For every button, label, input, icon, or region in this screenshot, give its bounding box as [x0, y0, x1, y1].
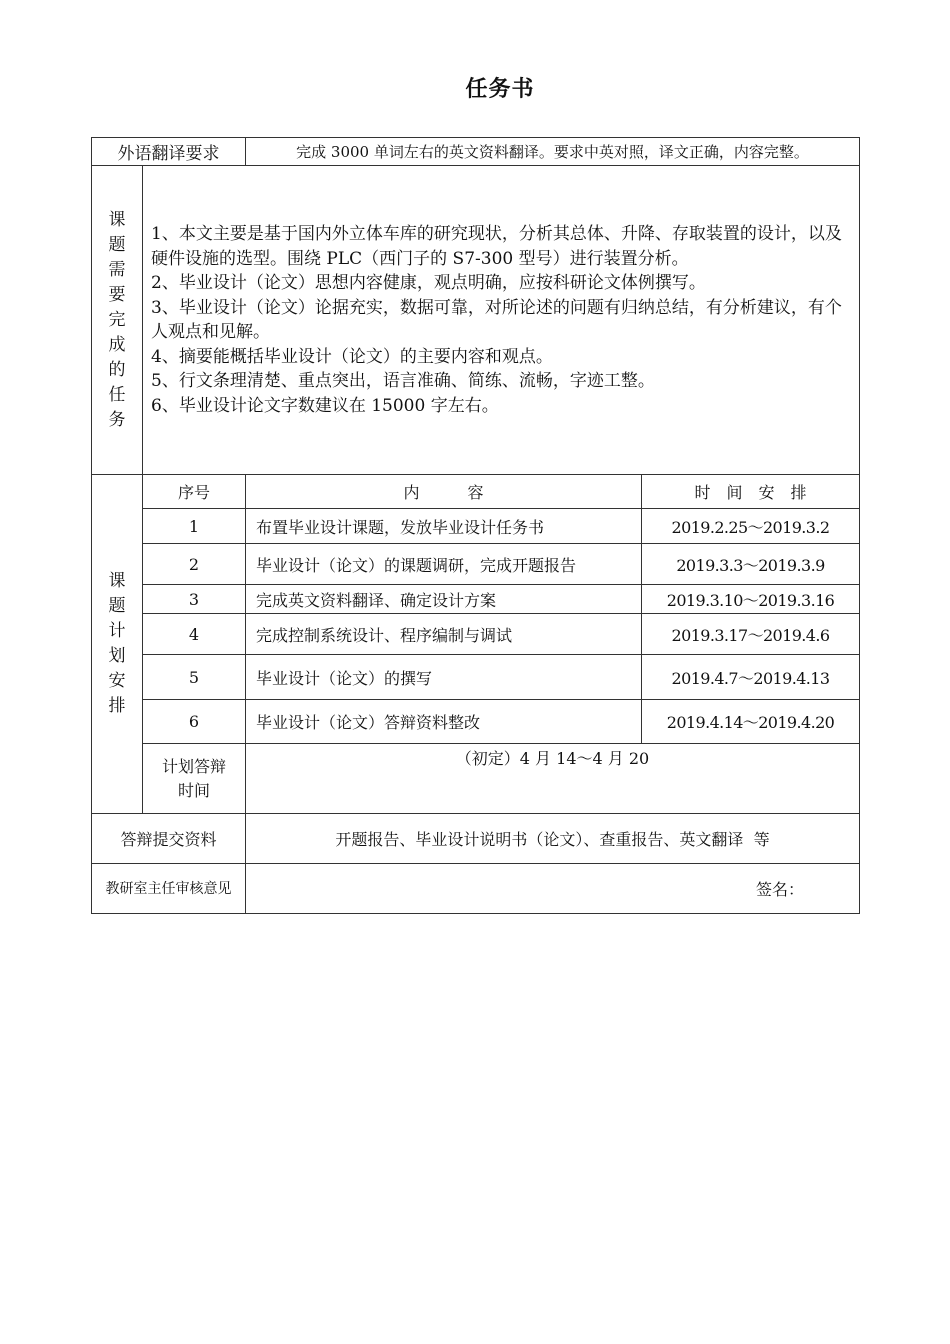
- row-no: 1: [143, 509, 246, 544]
- schedule-row: [92, 509, 860, 544]
- translation-label: 外语翻译要求: [92, 138, 246, 166]
- translation-value: 完成 3000 单词左右的英文资料翻译。要求中英对照，译文正确，内容完整。: [246, 138, 860, 166]
- defense-value: （初定）4 月 14～4 月 20: [246, 744, 860, 814]
- row-no: 3: [143, 585, 246, 614]
- schedule-row: [92, 700, 860, 744]
- translation-row: [92, 138, 860, 166]
- task-item: 3、毕业设计（论文）论据充实，数据可靠，对所论述的问题有归纳总结，有分析建议，有个人观点和见解。: [151, 297, 842, 342]
- row-no: 5: [143, 655, 246, 700]
- row-time: 2019.3.10～2019.3.16: [642, 585, 860, 614]
- header-no: 序号: [143, 475, 246, 509]
- task-item: 1、本文主要是基于国内外立体车库的研究现状，分析其总体、升降、存取装置的设计，以及硬件设施的选型。围绕 PLC（西门子的 S7-300 型号）进行装置分析。: [151, 224, 842, 269]
- row-no: 4: [143, 614, 246, 655]
- row-content: 完成控制系统设计、程序编制与调试: [246, 614, 642, 655]
- review-row: [92, 864, 860, 914]
- task-item: 6、毕业设计论文字数建议在 15000 字左右。: [151, 395, 499, 416]
- row-content: 布置毕业设计课题，发放毕业设计任务书: [246, 509, 642, 544]
- row-content: 毕业设计（论文）的课题调研，完成开题报告: [246, 544, 642, 585]
- defense-label: 计划答辩 时间: [143, 744, 246, 814]
- row-content: 毕业设计（论文）答辩资料整改: [246, 700, 642, 744]
- schedule-row: [92, 614, 860, 655]
- header-content: 内 容: [246, 475, 642, 509]
- row-time: 2019.4.14～2019.4.20: [642, 700, 860, 744]
- row-content: 毕业设计（论文）的撰写: [246, 655, 642, 700]
- task-item: 4、摘要能概括毕业设计（论文）的主要内容和观点。: [151, 346, 553, 367]
- page-title: 任务书: [465, 76, 535, 102]
- row-no: 6: [143, 700, 246, 744]
- row-time: 2019.3.3～2019.3.9: [642, 544, 860, 585]
- row-time: 2019.2.25～2019.3.2: [642, 509, 860, 544]
- schedule-row: [92, 585, 860, 614]
- review-label: 教研室主任审核意见: [92, 864, 246, 914]
- schedule-header-row: [92, 475, 860, 509]
- signature-label: 签名：: [246, 864, 860, 914]
- tasks-list: [143, 166, 860, 475]
- schedule-row: [92, 655, 860, 700]
- row-content: 完成英文资料翻译、确定设计方案: [246, 585, 642, 614]
- tasks-label: 课 题 需 要 完 成 的 任 务: [92, 166, 143, 475]
- task-item: 2、毕业设计（论文）思想内容健康，观点明确，应按科研论文体例撰写。: [151, 273, 706, 293]
- task-table: [91, 137, 860, 914]
- submission-row: [92, 814, 860, 864]
- defense-row: [92, 744, 860, 814]
- header-time: 时 间 安 排: [642, 475, 860, 509]
- schedule-row: [92, 544, 860, 585]
- task-item: 5、行文条理清楚、重点突出，语言准确、简练、流畅，字迹工整。: [151, 371, 655, 391]
- tasks-row: [92, 166, 860, 475]
- row-time: 2019.3.17～2019.4.6: [642, 614, 860, 655]
- schedule-label: 课 题 计 划 安 排: [92, 475, 143, 814]
- row-time: 2019.4.7～2019.4.13: [642, 655, 860, 700]
- submission-label: 答辩提交资料: [92, 814, 246, 864]
- submission-value: 开题报告、毕业设计说明书（论文）、查重报告、英文翻译 等: [246, 814, 860, 864]
- row-no: 2: [143, 544, 246, 585]
